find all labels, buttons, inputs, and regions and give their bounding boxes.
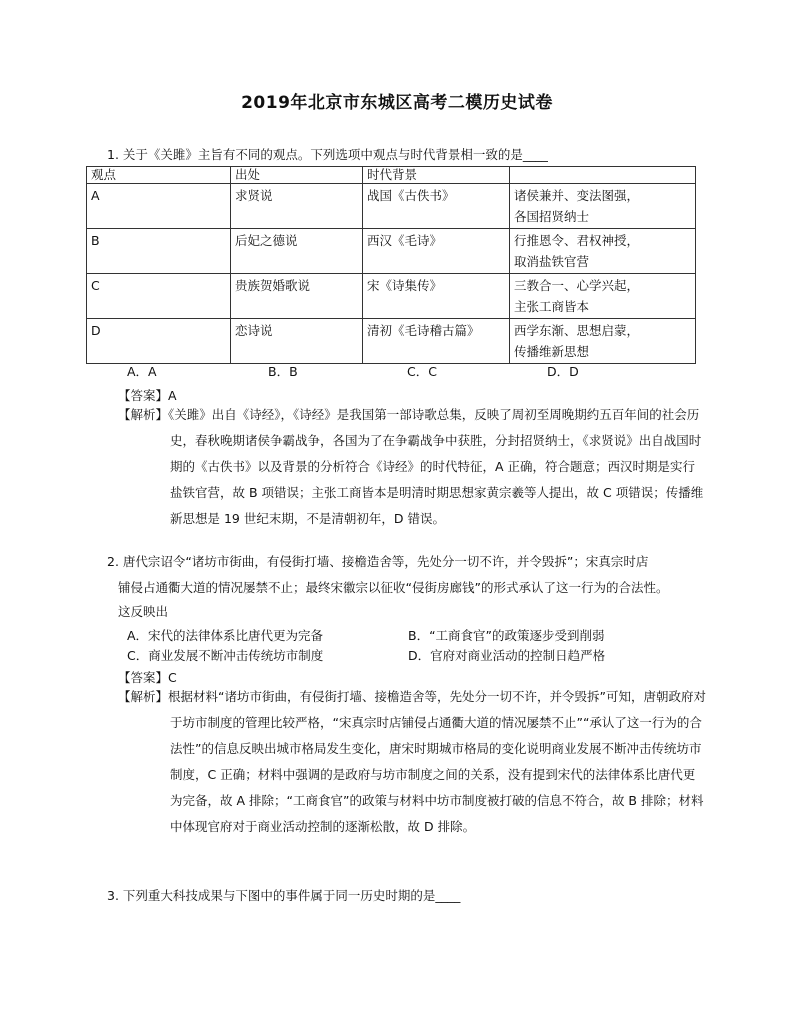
q2-stem-line3: 这反映出	[118, 604, 169, 619]
q1-analysis	[118, 402, 706, 532]
viewpoint-cell: 后妃之德说	[231, 229, 363, 274]
table-row	[87, 274, 696, 319]
background-line: 各国招贤纳士	[514, 209, 590, 224]
background-cell	[510, 184, 696, 229]
q1-answer: 【答案】A	[118, 388, 177, 403]
option-letter: D	[87, 319, 231, 364]
source-cell: 清初《毛诗稽古篇》	[363, 319, 510, 364]
page-title: 2019年北京市东城区高考二模历史试卷	[241, 93, 553, 113]
q1-choice-d: D．D	[547, 364, 579, 379]
viewpoint-cell: 求贤说	[231, 184, 363, 229]
q1-stem: 1. 关于《关雎》主旨有不同的观点。下列选项中观点与时代背景相一致的是____	[107, 147, 548, 162]
q2-answer: 【答案】C	[118, 670, 177, 685]
background-line: 西学东渐、思想启蒙，	[514, 323, 640, 338]
background-line: 行推恩令、君权神授，	[514, 233, 640, 248]
q2-choice-d: D．官府对商业活动的控制日趋严格	[408, 648, 606, 663]
q2-stem-line1: 2. 唐代宗诏令“诸坊市街曲，有侵街打墙、接檐造舍等，先处分一切不许，并令毁拆”；宋真宗时店	[107, 554, 649, 569]
source-cell: 战国《古佚书》	[363, 184, 510, 229]
table-row	[87, 229, 696, 274]
q1-choice-b: B．B	[268, 364, 298, 379]
viewpoint-cell: 恋诗说	[231, 319, 363, 364]
q1-options-table	[86, 166, 696, 364]
background-line: 主张工商皆本	[514, 299, 590, 314]
option-letter: A	[87, 184, 231, 229]
q1-choice-a: A．A	[127, 364, 157, 379]
background-cell	[510, 274, 696, 319]
q3-stem: 3. 下列重大科技成果与下图中的事件属于同一历史时期的是____	[107, 888, 461, 903]
header-cell: 时代背景	[363, 167, 510, 184]
q1-analysis-text: 【解析】《关雎》出自《诗经》，《诗经》是我国第一部诗歌总集，反映了周初至周晚期约五百年间的社会历史，春秋晚期诸侯争霸战争，各国为了在争霸战争中获胜，分封招贤纳士，《求贤说》出自战国时期的《古佚书》以及背景的分析符合《诗经》的时代特征，A 正确，符合题意；西汉时期是实行盐铁官营，故 B 项错误；主张工商皆本是明清时期思想家黄宗羲等人提出，故 C 项错误；传播维新思想是 19 世纪末期，不是清朝初年，D 错误。	[118, 407, 704, 526]
option-letter: C	[87, 274, 231, 319]
header-cell: 观点	[87, 167, 231, 184]
background-line: 诸侯兼并、变法图强，	[514, 188, 640, 203]
q1-choice-c: C．C	[407, 364, 437, 379]
header-cell: 出处	[231, 167, 363, 184]
table-row	[87, 184, 696, 229]
background-cell	[510, 319, 696, 364]
background-line: 三教合一、心学兴起，	[514, 278, 640, 293]
background-line: 传播维新思想	[514, 344, 590, 359]
background-line: 取消盐铁官营	[514, 254, 590, 269]
q2-stem-line2: 铺侵占通衢大道的情况屡禁不止；最终宋徽宗以征收“侵街房廊钱”的形式承认了这一行为的合法性。	[118, 580, 669, 595]
table-row	[87, 319, 696, 364]
q2-analysis	[118, 684, 706, 840]
q2-choice-b: B．“工商食官”的政策逐步受到削弱	[408, 628, 605, 643]
viewpoint-cell: 贵族贺婚歌说	[231, 274, 363, 319]
q2-choice-c: C．商业发展不断冲击传统坊市制度	[127, 648, 324, 663]
header-cell	[510, 167, 696, 184]
option-letter: B	[87, 229, 231, 274]
source-cell: 宋《诗集传》	[363, 274, 510, 319]
q2-analysis-text: 【解析】根据材料“诸坊市街曲，有侵街打墙、接檐造舍等，先处分一切不许，并令毁拆”可知，唐朝政府对于坊市制度的管理比较严格，“宋真宗时店铺侵占通衢大道的情况屡禁不止”“承认了这一行为的合法性”的信息反映出城市格局发生变化，唐宋时期城市格局的变化说明商业发展不断冲击传统坊市制度，C 正确；材料中强调的是政府与坊市制度之间的关系，没有提到宋代的法律体系比唐代更为完备，故 A 排除；“工商食官”的政策与材料中坊市制度被打破的信息不符合，故 B 排除；材料中体现官府对于商业活动控制的逐渐松散，故 D 排除。	[118, 689, 706, 834]
source-cell: 西汉《毛诗》	[363, 229, 510, 274]
q2-choice-a: A．宋代的法律体系比唐代更为完备	[127, 628, 324, 643]
background-cell	[510, 229, 696, 274]
table-header-row	[87, 167, 696, 184]
